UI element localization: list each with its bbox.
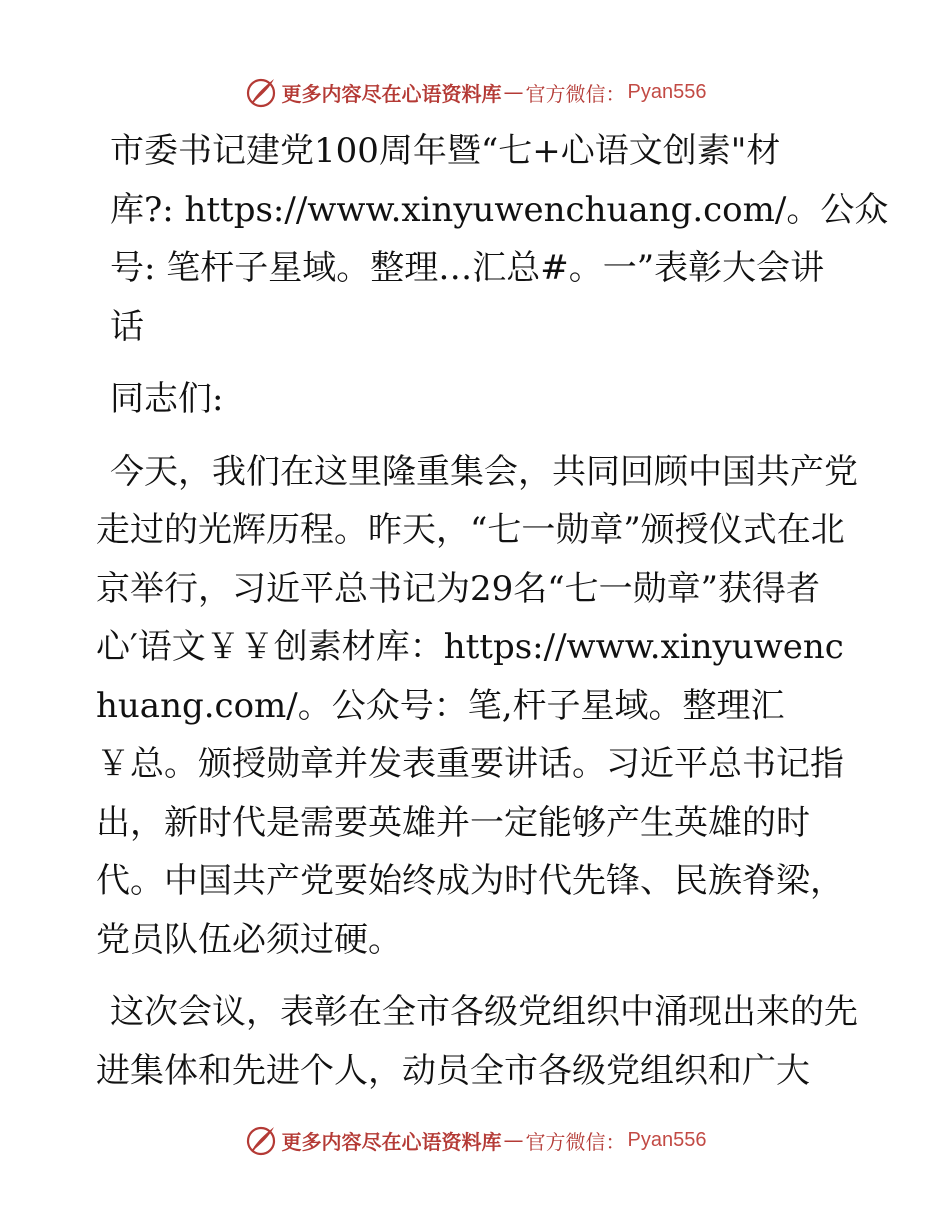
title-line: 号: 笔杆子星域。整理…汇总#。一”表彰大会讲 [110, 248, 825, 288]
watermark-official-label: 官方微信： [525, 1129, 626, 1154]
salutation: 同志们: [110, 379, 224, 419]
title-line: 市委书记建党100周年暨“七+心语文创素"材 [110, 131, 781, 171]
document-title [96, 122, 889, 356]
watermark-dash: — [503, 80, 524, 104]
quill-pen-logo-icon [244, 1123, 278, 1157]
paragraph: 今天，我们在这里隆重集会，共同回顾中国共产党走过的光辉历程。昨天，“七一勋章”颁授仪式在北京举行，习近平总书记为29名“七一勋章”获得者心′语文￥￥创素材库：https://www.xinyuwenchuang.com/。公众号：笔,杆子星域。整理汇￥总。颁授勋章并发表重要讲话。习近平总书记指出，新时代是需要英雄并一定能够产生英雄的时代。中国共产党要始终成为时代先锋、民族脊梁，党员队伍必须过硬。 [96, 451, 858, 960]
watermark-text: 更多内容尽在心语资料库 [281, 1129, 502, 1154]
paragraph: 这次会议，表彰在全市各级党组织中涌现出来的先进集体和先进个人，动员全市各级党组织和广大 [96, 992, 858, 1091]
watermark-dash: — [503, 1128, 524, 1152]
watermark-text: 更多内容尽在心语资料库 [281, 81, 502, 106]
title-line: 话 [110, 306, 144, 347]
document-body [96, 122, 889, 1114]
watermark-account-id: Pyan556 [627, 1128, 707, 1151]
watermark-official-label: 官方微信： [525, 81, 626, 106]
quill-pen-logo-icon [244, 75, 278, 109]
header-watermark [0, 72, 950, 112]
footer-watermark [0, 1120, 950, 1160]
title-line: 库?: https://www.xinyuwenchuang.com/。公众 [110, 189, 889, 230]
watermark-account-id: Pyan556 [627, 80, 707, 103]
